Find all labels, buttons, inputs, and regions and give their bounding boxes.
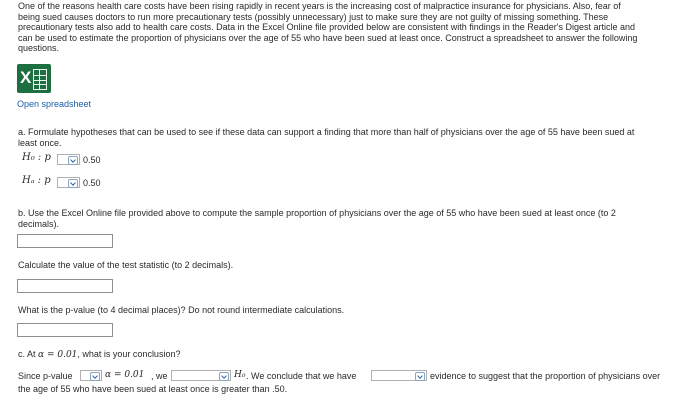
- excel-grid-glyph: [33, 69, 47, 90]
- test-statistic-prompt: Calculate the value of the test statistic (to 2 decimals).: [18, 260, 234, 270]
- open-spreadsheet-link[interactable]: Open spreadsheet: [17, 99, 92, 109]
- evidence-strength-select[interactable]: [371, 370, 427, 381]
- p-value-input[interactable]: [17, 323, 113, 337]
- alt-hypothesis-label: Hₐ : p: [22, 175, 51, 186]
- excel-x-glyph: X: [20, 68, 32, 87]
- evidence-text: evidence to suggest that the proportion of physicians over: [430, 371, 661, 381]
- p-value-prompt: What is the p-value (to 4 decimal places)? Do not round intermediate calculations.: [18, 305, 345, 315]
- chevron-down-icon: [68, 179, 78, 188]
- chevron-down-icon: [68, 156, 78, 165]
- part-a-prompt: a. Formulate hypotheses that can be used to see if these data can support a finding that more than half of physicians over the age of 55 have been sued at least once.: [18, 127, 635, 148]
- part-c-alpha: α = 0.01: [38, 350, 78, 360]
- pvalue-comparison-select[interactable]: [80, 370, 102, 381]
- null-hypothesis-value: 0.50: [83, 155, 101, 165]
- part-b-prompt: b. Use the Excel Online file provided above to compute the sample proportion of physicians over the age of 55 who have been sued at least once (to 2 decimals).: [18, 208, 616, 229]
- since-pvalue-text: Since p-value: [18, 371, 73, 381]
- sample-proportion-input[interactable]: [17, 234, 113, 248]
- conclusion-last-line: the age of 55 who have been sued at least once is greater than .50.: [18, 384, 288, 394]
- conclude-text: . We conclude that we have: [246, 371, 357, 381]
- part-c-prompt: [18, 349, 180, 361]
- alt-hypothesis-value: 0.50: [83, 178, 101, 188]
- excel-icon[interactable]: [17, 64, 51, 93]
- null-hypothesis-label: H₀ : p: [22, 152, 51, 163]
- alpha-text: α = 0.01: [105, 370, 145, 380]
- chevron-down-icon: [415, 372, 425, 381]
- we-text: , we: [151, 371, 168, 381]
- part-c-suffix: , what is your conclusion?: [77, 349, 181, 359]
- chevron-down-icon: [90, 372, 100, 381]
- reject-decision-select[interactable]: [171, 370, 231, 381]
- null-hypothesis-operator-select[interactable]: [57, 154, 80, 165]
- alt-hypothesis-operator-select[interactable]: [57, 177, 80, 188]
- problem-intro: One of the reasons health care costs have been rising rapidly in recent years is the increasing cost of malpractice insurance for physicians. Also, fear of being sued causes doctors to run more precautionary tests (possibly unnecessary) just to make sure they are not guilty of missing something. These precautionary tests also add to health care costs. Data in the Excel Online file provided below are consistent with findings in the Reader's Digest article and can be used to estimate the proportion of physicians over the age of 55 who have been sued at least once. Construct a spreadsheet to answer the following questions.: [18, 1, 638, 53]
- test-statistic-input[interactable]: [17, 279, 113, 293]
- part-c-prefix: c. At: [18, 349, 39, 359]
- chevron-down-icon: [219, 372, 229, 381]
- h0-text: H₀: [234, 370, 246, 380]
